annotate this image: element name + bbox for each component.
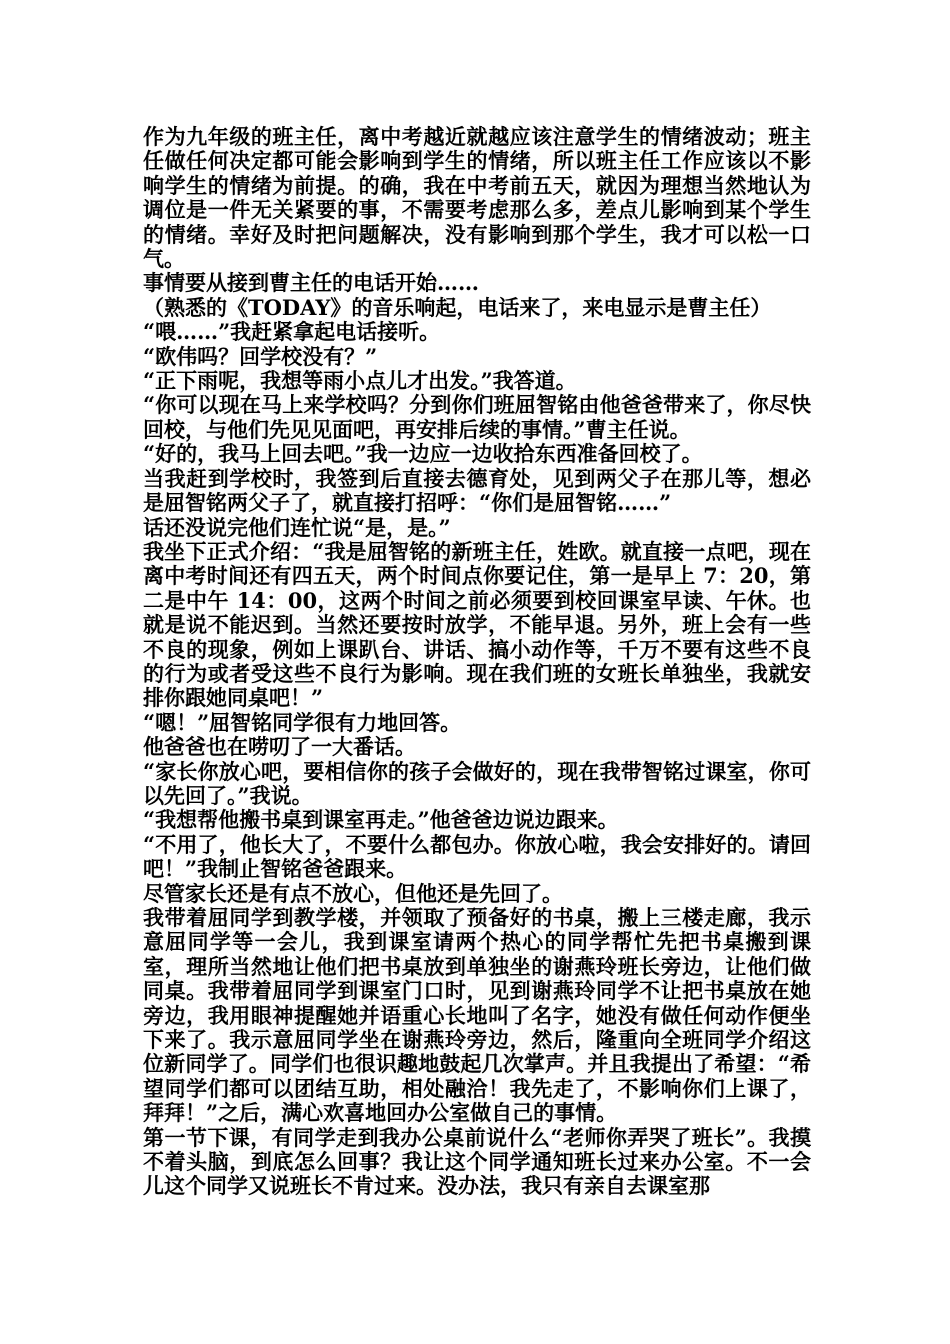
paragraph-after-class: 第一节下课，有同学走到我办公桌前说什么“老师你弄哭了班长”。我摸不着头脑，到底怎么回事？我让这个同学通知班长过来办公室。不一会儿这个同学又说班长不肯过来。没办法，我只有亲自去课室那 xyxy=(143,1124,811,1199)
paragraph-agree: “好的，我马上回去吧。”我一边应一边收拾东西准备回校了。 xyxy=(143,441,703,467)
paragraph-stop-father: “不用了，他长大了，不要什么都包办。你放心啦，我会安排好的。请回吧！”我制止智铭爸爸跟来。 xyxy=(143,831,811,882)
paragraph-father-leaves: 尽管家长还是有点不放心，但他还是先回了。 xyxy=(143,880,563,906)
paragraph-reassure-parent: “家长你放心吧，要相信你的孩子会做好的，现在我带智铭过课室，你可以先回了。”我说。 xyxy=(143,758,811,808)
paragraph-confirm: 话还没说完他们连忙说“是，是。” xyxy=(143,514,451,540)
paragraph-phone-ring: （熟悉的《TODAY》的音乐响起，电话来了，来电显示是曹主任） xyxy=(143,294,772,320)
paragraph-introduction: 我坐下正式介绍：“我是屈智铭的新班主任，姓欧。就直接一点吧，现在离中考时间还有四五天，两个时间点你要记住，第一是早上 7：20，第二是中午 14：00，这两个时间之前必须要到校回课室早读、午休。也就是说不能迟到。当然还要按时放学，不能早退。另外，班上会有一些不良的现象，例如上课趴台、讲话、搞小动作等，千万不要有这些不良的行为或者受这些不良行为影响。现在我们班的女班长单独坐，我就安排你跟她同桌吧！” xyxy=(143,538,811,711)
paragraph-start: 事情要从接到曹主任的电话开始…… xyxy=(143,270,479,296)
paragraph-classroom: 我带着屈同学到教学楼，并领取了预备好的书桌，搬上三楼走廊，我示意屈同学等一会儿，我到课室请两个热心的同学帮忙先把书桌搬到课室，理所当然地让他们把书桌放到单独坐的谢燕玲班长旁边，让他们做同桌。我带着屈同学到课室门口时，见到谢燕玲同学不让把书桌放在她旁边，我用眼神提醒她并语重心长地叫了名字，她没有做任何动作便坐下来了。我示意屈同学坐在谢燕玲旁边，然后，隆重向全班同学介绍这位新同学了。同学们也很识趣地鼓起几次掌声。并且我提出了希望：“希望同学们都可以团结互助，相处融洽！我先走了，不影响你们上课了，拜拜！”之后，满心欢喜地回办公室做自己的事情。 xyxy=(143,905,811,1126)
paragraph-rain-reply: “正下雨呢，我想等雨小点儿才出发。”我答道。 xyxy=(143,368,577,394)
paragraph-student-answer: “嗯！”屈智铭同学很有力地回答。 xyxy=(143,709,462,735)
paragraph-father-help: “我想帮他搬书桌到课室再走。”他爸爸边说边跟来。 xyxy=(143,807,619,833)
paragraph-answer-call: “喂……”我赶紧拿起电话接听。 xyxy=(143,319,441,345)
paragraph-question: “欧伟吗？回学校没有？” xyxy=(143,343,378,369)
paragraph-director-request: “你可以现在马上来学校吗？分到你们班屈智铭由他爸爸带来了，你尽快回校，与他们先见见面吧，再安排后续的事情。”曹主任说。 xyxy=(143,392,811,442)
document-body xyxy=(143,125,811,1199)
paragraph-father-talk: 他爸爸也在唠叨了一大番话。 xyxy=(143,734,416,760)
paragraph-arrive-school: 当我赶到学校时，我签到后直接去德育处，见到两父子在那儿等，想必是屈智铭两父子了，就直接打招呼：“你们是屈智铭……” xyxy=(143,465,811,516)
paragraph-intro: 作为九年级的班主任，离中考越近就越应该注意学生的情绪波动；班主任做任何决定都可能会影响到学生的情绪，所以班主任工作应该以不影响学生的情绪为前提。的确，我在中考前五天，就因为理想当然地认为调位是一件无关紧要的事，不需要考虑那么多，差点儿影响到某个学生的情绪。幸好及时把问题解决，没有影响到那个学生，我才可以松一口气。 xyxy=(143,124,811,272)
